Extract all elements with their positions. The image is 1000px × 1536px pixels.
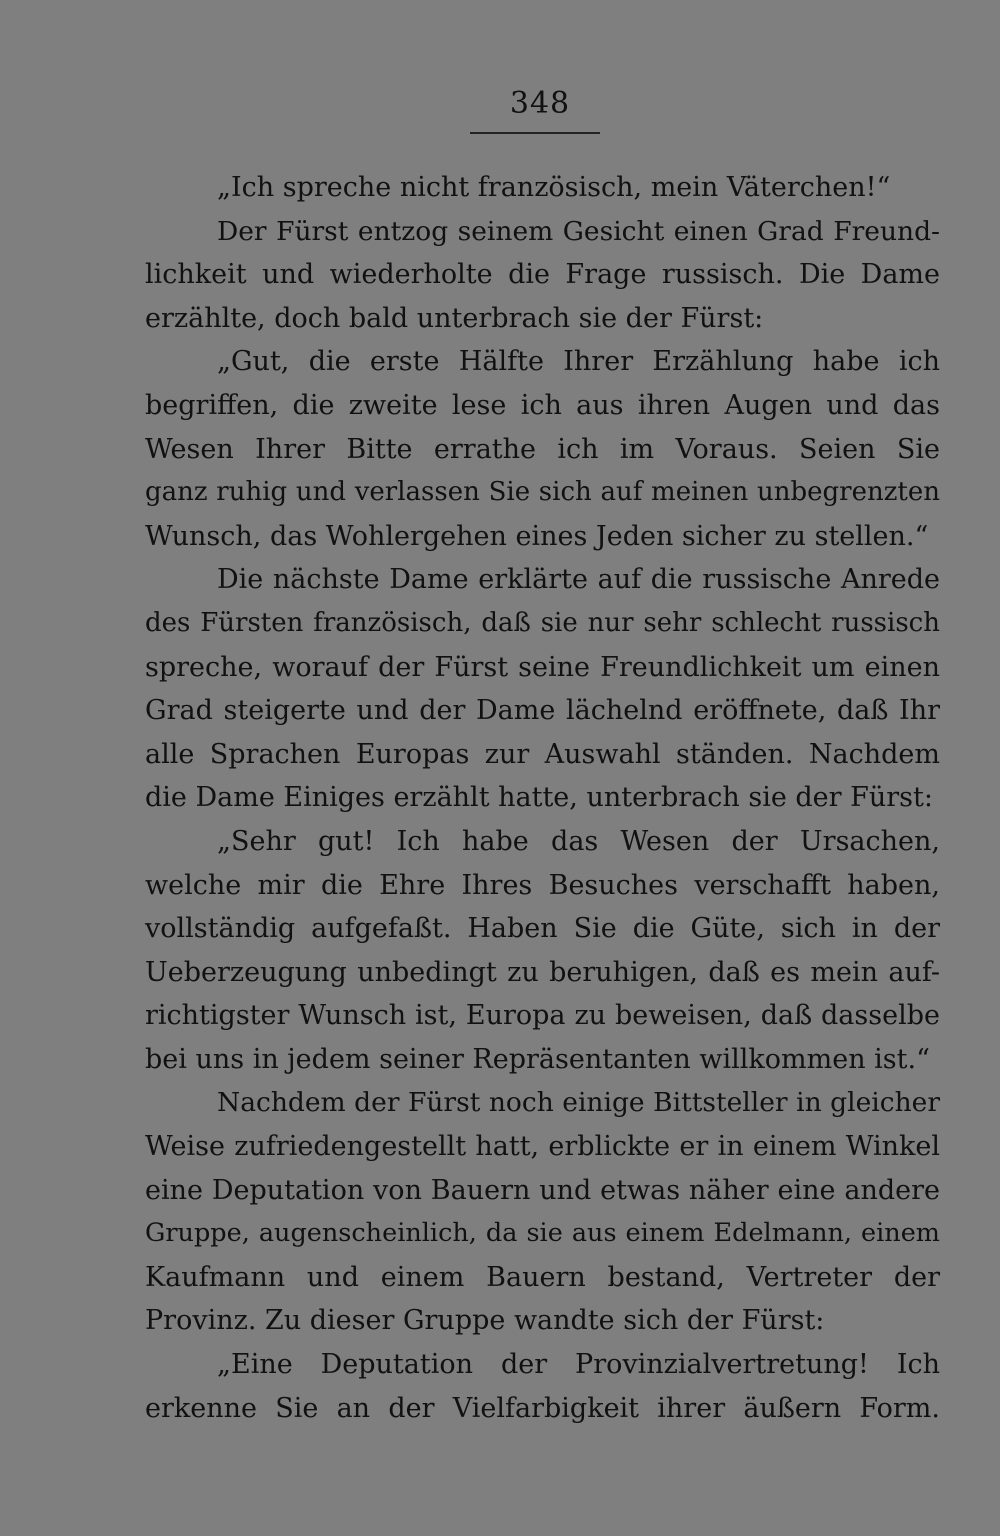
- text-line: Die nächste Dame erklärte auf die russische Anrede: [217, 564, 940, 596]
- text-line: „Gut, die erste Hälfte Ihrer Erzählung habe ich: [217, 346, 940, 378]
- text-line: spreche, worauf der Fürst seine Freundlichkeit um einen: [145, 651, 940, 683]
- text-line: „Eine Deputation der Provinzialvertretung! Ich: [217, 1349, 940, 1381]
- text-line: welche mir die Ehre Ihres Besuches verschafft haben,: [145, 869, 940, 901]
- text-line: Kaufmann und einem Bauern bestand, Vertreter der: [145, 1261, 940, 1293]
- text-line: begriffen, die zweite lese ich aus ihren Augen und das: [145, 389, 940, 421]
- text-line: die Dame Einiges erzählt hatte, unterbrach sie der Fürst:: [145, 782, 933, 814]
- text-line: erkenne Sie an der Vielfarbigkeit ihrer äußern Form.: [145, 1392, 940, 1424]
- text-line: „Ich spreche nicht französisch, mein Väterchen!“: [217, 172, 891, 203]
- text-line: des Fürsten französisch, daß sie nur sehr schlecht russisch: [145, 607, 940, 638]
- text-line: Weise zufriedengestellt hatt, erblickte er in einem Winkel: [145, 1131, 940, 1163]
- text-line: ganz ruhig und verlassen Sie sich auf meinen unbegrenzten: [145, 477, 940, 508]
- text-line: Provinz. Zu dieser Gruppe wandte sich der Fürst:: [145, 1305, 825, 1337]
- header-rule: [470, 132, 600, 134]
- text-line: erzählte, doch bald unterbrach sie der Fürst:: [145, 302, 764, 334]
- page-number: 348: [509, 86, 571, 121]
- text-line: „Sehr gut! Ich habe das Wesen der Ursachen,: [217, 825, 940, 857]
- text-line: Wunsch, das Wohlergehen eines Jeden sicher zu stellen.“: [145, 520, 929, 552]
- text-line: lichkeit und wiederholte die Frage russisch. Die Dame: [145, 259, 940, 291]
- text-line: Grad steigerte und der Dame lächelnd eröffnete, daß Ihr: [145, 695, 940, 727]
- body-text: [145, 166, 940, 1430]
- text-line: richtigster Wunsch ist, Europa zu beweisen, daß dasselbe: [145, 1000, 940, 1032]
- text-line: Wesen Ihrer Bitte errathe ich im Voraus. Seien Sie: [145, 433, 940, 465]
- text-line: vollständig aufgefaßt. Haben Sie die Güte, sich in der: [145, 913, 940, 945]
- text-line: Nachdem der Fürst noch einige Bittsteller in gleicher: [217, 1087, 940, 1119]
- text-line: alle Sprachen Europas zur Auswahl ständen. Nachdem: [145, 738, 940, 770]
- text-line: Gruppe, augenscheinlich, da sie aus einem Edelmann, einem: [145, 1218, 940, 1249]
- text-line: Der Fürst entzog seinem Gesicht einen Grad Freund-: [217, 215, 940, 247]
- text-line: Ueberzeugung unbedingt zu beruhigen, daß es mein auf-: [145, 956, 940, 988]
- text-line: bei uns in jedem seiner Repräsentanten willkommen ist.“: [145, 1043, 930, 1075]
- text-line: eine Deputation von Bauern und etwas näher eine andere: [145, 1174, 940, 1206]
